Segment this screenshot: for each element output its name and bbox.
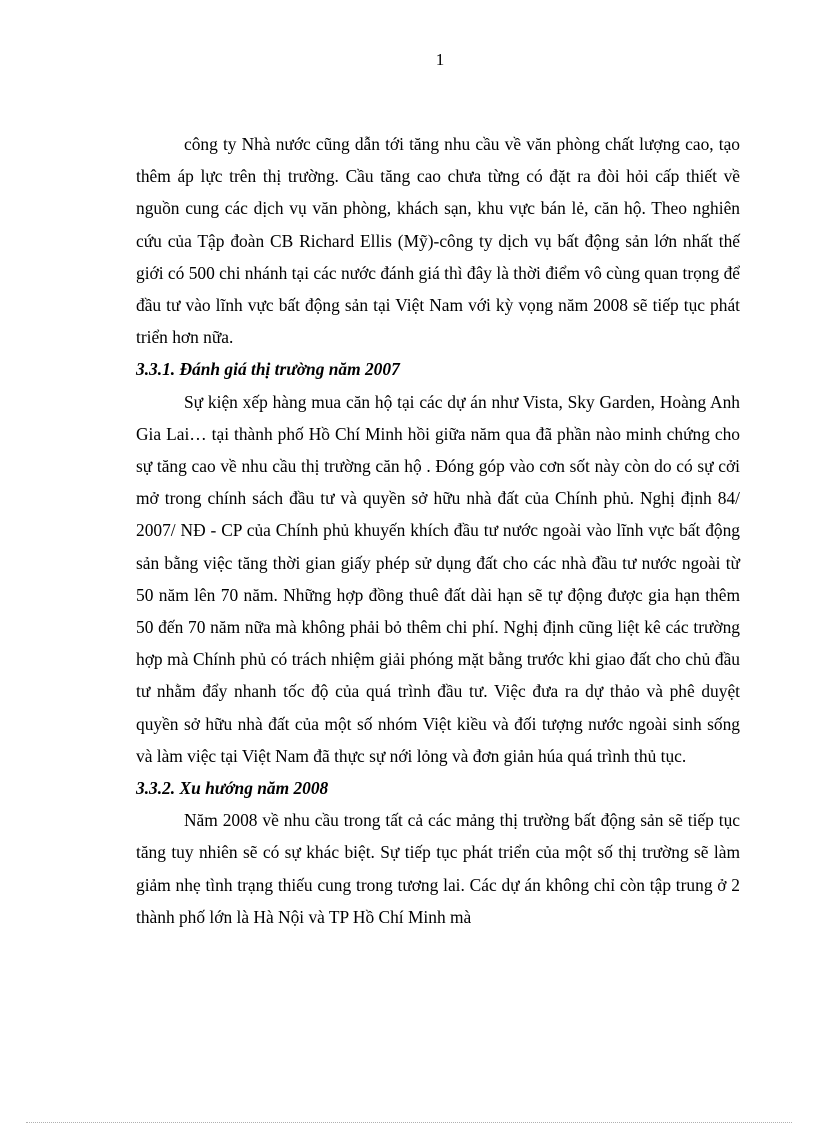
paragraph: công ty Nhà nước cũng dẫn tới tăng nhu cầu về văn phòng chất lượng cao, tạo thêm áp lực trên thị trường. Cầu tăng cao chưa từng có đặt ra đòi hỏi cấp thiết về nguồn cung các dịch vụ văn phòng, khách sạn, khu vực bán lẻ, căn hộ. Theo nghiên cứu của Tập đoàn CB Richard Ellis (Mỹ)-công ty dịch vụ bất động sản lớn nhất thế giới có 500 chi nhánh tại các nước đánh giá thì đây là thời điểm vô cùng quan trọng để đầu tư vào lĩnh vực bất động sản tại Việt Nam với kỳ vọng năm 2008 sẽ tiếp tục phát triển hơn nữa. — [136, 134, 740, 348]
section-heading: 3.3.2. Xu hướng năm 2008 — [136, 778, 329, 799]
document-body — [136, 128, 740, 933]
paragraph: Sự kiện xếp hàng mua căn hộ tại các dự án như Vista, Sky Garden, Hoàng Anh Gia Lai… tại thành phố Hồ Chí Minh hồi giữa năm qua đã phần nào minh chứng cho sự tăng cao về nhu cầu thị trường căn hộ . Đóng góp vào cơn sốt này còn do có sự cởi mở trong chính sách đầu tư và quyền sở hữu nhà đất của Chính phủ. Nghị định 84/ 2007/ NĐ - CP của Chính phủ khuyến khích đầu tư nước ngoài vào lĩnh vực bất động sản bằng việc tăng thời gian giấy phép sử dụng đất cho các nhà đầu tư nước ngoài từ 50 năm lên 70 năm. Những hợp đồng thuê đất dài hạn sẽ tự động được gia hạn thêm 50 đến 70 năm nữa mà không phải bỏ thêm chi phí. Nghị định cũng liệt kê các trường hợp mà Chính phủ có trách nhiệm giải phóng mặt bằng trước khi giao đất cho chủ đầu tư nhằm đẩy nhanh tốc độ của quá trình đầu tư. Việc đưa ra dự thảo và phê duyệt quyền sở hữu nhà đất của một số nhóm Việt kiều và đối tượng nước ngoài sinh sống và làm việc tại Việt Nam đã thực sự nới lỏng và đơn giản húa quá trình thủ tục. — [136, 391, 740, 766]
paragraph: Năm 2008 về nhu cầu trong tất cả các mảng thị trường bất động sản sẽ tiếp tục tăng tuy nhiên sẽ có sự khác biệt. Sự tiếp tục phát triển của một số thị trường sẽ làm giảm nhẹ tình trạng thiếu cung trong tương lai. Các dự án không chỉ còn tập trung ở 2 thành phố lớn là Hà Nội và TP Hồ Chí Minh mà — [136, 810, 740, 927]
page-number: 1 — [435, 50, 445, 69]
section-heading: 3.3.1. Đánh giá thị trường năm 2007 — [136, 359, 400, 380]
